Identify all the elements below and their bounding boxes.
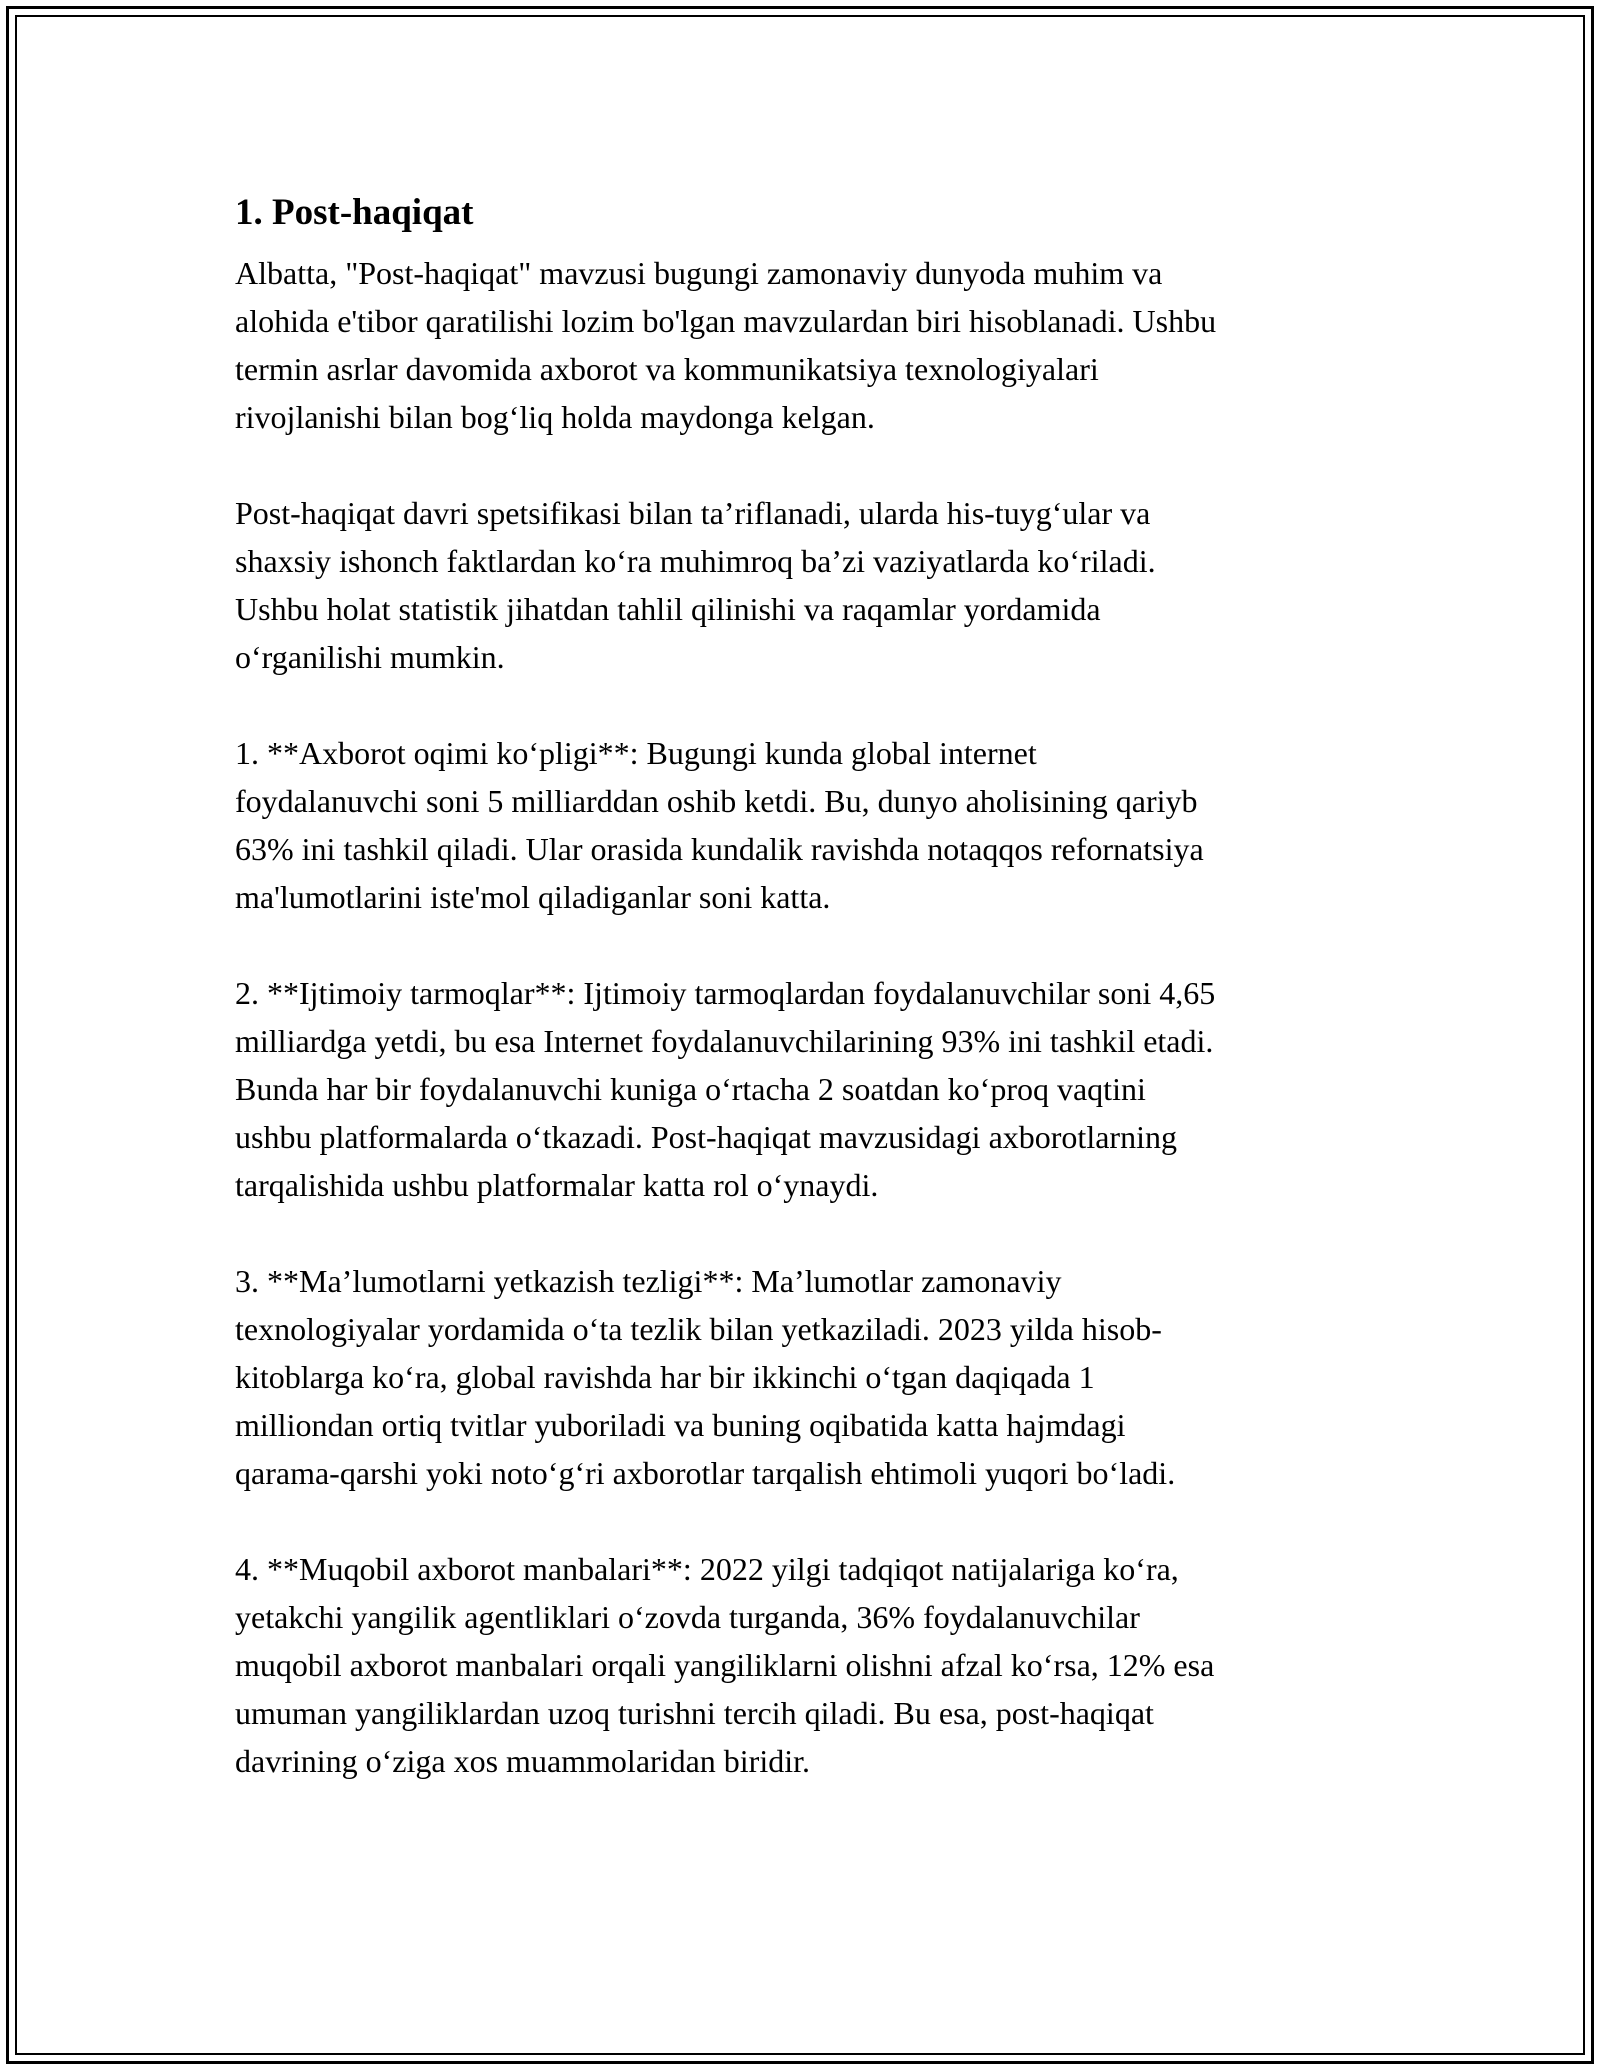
list-item-social-networks: 2. **Ijtimoiy tarmoqlar**: Ijtimoiy tarmoqlardan foydalanuvchilar soni 4,65 milliardga yetdi, bu esa Internet foydalanuvchilarining 93% ini tashkil etadi. Bunda har bir foydalanuvchi kuniga o‘rtacha 2 soatdan ko‘proq vaqtini ushbu platformalarda o‘tkazadi. Post-haqiqat mavzusidagi axborotlarning tarqalishida ushbu platformalar katta rol o‘ynaydi. (235, 975, 1216, 1203)
section-heading: 1. Post-haqiqat (235, 192, 474, 233)
paragraph-intro: Albatta, "Post-haqiqat" mavzusi bugungi zamonaviy dunyoda muhim va alohida e'tibor qaratilishi lozim bo'lgan mavzulardan biri hisoblanadi. Ushbu termin asrlar davomida axborot va kommunikatsiya texnologiyalari rivojlanishi bilan bog‘liq holda maydonga kelgan. (235, 255, 1217, 435)
list-item-delivery-speed: 3. **Ma’lumotlarni yetkazish tezligi**: Ma’lumotlar zamonaviy texnologiyalar yordamida o‘ta tezlik bilan yetkaziladi. 2023 yilda hisob- kitoblarga ko‘ra, global ravishda har bir ikkinchi o‘tgan daqiqada 1 milliondan ortiq tvitlar yuboriladi va buning oqibatida katta hajmdagi qarama-qarshi yoki noto‘g‘ri axborotlar tarqalish ehtimoli yuqori bo‘ladi. (235, 1263, 1176, 1491)
list-item-alternative-sources: 4. **Muqobil axborot manbalari**: 2022 yilgi tadqiqot natijalariga ko‘ra, yetakchi yangilik agentliklari o‘zovda turganda, 36% foydalanuvchilar muqobil axborot manbalari orqali yangiliklarni olishni afzal ko‘rsa, 12% esa umuman yangiliklardan uzoq turishni tercih qiladi. Bu esa, post-haqiqat davrining o‘ziga xos muammolaridan biridir. (235, 1551, 1215, 1779)
document-body (235, 185, 1375, 1785)
list-item-information-flow: 1. **Axborot oqimi ko‘pligi**: Bugungi kunda global internet foydalanuvchi soni 5 milliarddan oshib ketdi. Bu, dunyo aholisining qariyb 63% ini tashkil qiladi. Ular orasida kundalik ravishda notaqqos refornatsiya ma'lumotlarini iste'mol qiladiganlar soni katta. (235, 735, 1204, 915)
paragraph-definition: Post-haqiqat davri spetsifikasi bilan ta’riflanadi, ularda his-tuyg‘ular va shaxsiy ishonch faktlardan ko‘ra muhimroq ba’zi vaziyatlarda ko‘riladi. Ushbu holat statistik jihatdan tahlil qilinishi va raqamlar yordamida o‘rganilishi mumkin. (235, 495, 1156, 675)
